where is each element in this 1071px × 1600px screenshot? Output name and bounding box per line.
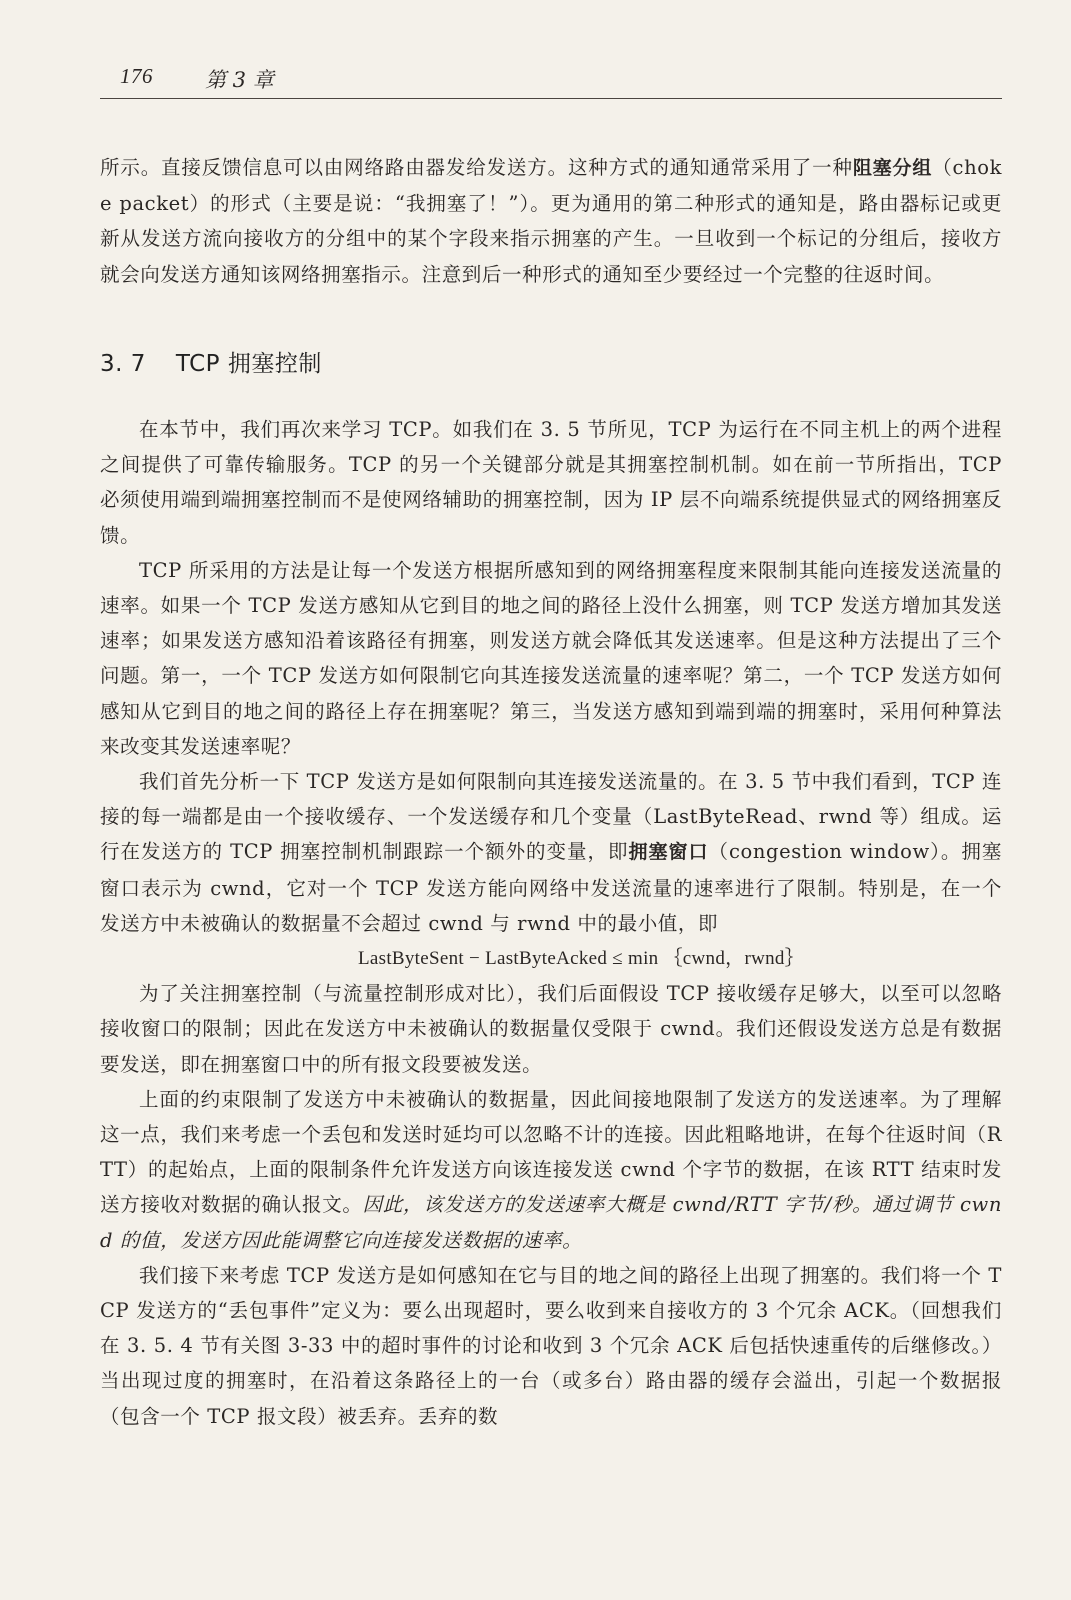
section-number: 3. 7 xyxy=(100,351,146,377)
cwnd-formula: LastByteSent − LastByteAcked ≤ min ｛cwnd，rwnd｝ xyxy=(357,948,804,970)
intro-text-1: 所示。直接反馈信息可以由网络路由器发给发送方。这种方式的通知通常采用了一种 xyxy=(100,156,853,179)
paragraph-5-text-b: 因此，该发送方的发送速率大概是 cwnd/RTT 字节/秒。通过调节 cwnd 的值，发送方因此能调整它向连接发送数据的速率。 xyxy=(100,1193,1002,1252)
section-body xyxy=(100,412,1002,1434)
section-heading xyxy=(100,345,322,378)
paragraph-1: 在本节中，我们再次来学习 TCP。如我们在 3. 5 节所见，TCP 为运行在不同主机上的两个进程之间提供了可靠传输服务。TCP 的另一个关键部分就是其拥塞控制机制。如在前一节所指出，TCP 必须使用端到端拥塞控制而不是使网络辅助的拥塞控制，因为 IP 层不向端系统提供显式的网络拥塞反馈。 xyxy=(100,418,1002,547)
paragraph-3 xyxy=(100,764,1002,941)
paragraph-6: 我们接下来考虑 TCP 发送方是如何感知在它与目的地之间的路径上出现了拥塞的。我们将一个 TCP 发送方的“丢包事件”定义为：要么出现超时，要么收到来自接收方的 3 个冗余 ACK。（回想我们在 3. 5. 4 节有关图 3-33 中的超时事件的讨论和收到 3 个冗余 ACK 后包括快速重传的后继修改。）当出现过度的拥塞时，在沿着这条路径上的一台（或多台）路由器的缓存会溢出，引起一个数据报（包含一个 TCP 报文段）被丢弃。丢弃的数 xyxy=(100,1263,1002,1428)
chapter-label: 第 3 章 xyxy=(205,68,274,92)
paragraph-3-text-c: （congestion window）。拥塞窗口表示为 cwnd，它对一个 TCP 发送方能向网络中发送流量的速率进行了限制。特别是，在一个发送方中未被确认的数据量不会超过 cwnd 与 rwnd 中的最小值，即 xyxy=(100,840,1002,935)
paragraph-5-text-a: 上面的约束限制了发送方中未被确认的数据量，因此间接地限制了发送方的发送速率。为了理解这一点，我们来考虑一个丢包和发送时延均可以忽略不计的连接。因此粗略地讲，在每个往返时间（RTT）的起始点，上面的限制条件允许发送方向该连接发送 cwnd 个字节的数据，在该 RTT 结束时发送方接收对数据的确认报文。 xyxy=(100,1087,1002,1217)
running-header xyxy=(100,62,1002,99)
term-congestion-window: 拥塞窗口 xyxy=(628,841,709,864)
section-title: TCP 拥塞控制 xyxy=(175,351,322,377)
intro-paragraph xyxy=(100,150,1002,292)
page-number: 176 xyxy=(120,64,153,88)
paragraph-4: 为了关注拥塞控制（与流量控制形成对比），我们后面假设 TCP 接收缓存足够大，以至可以忽略接收窗口的限制；因此在发送方中未被确认的数据量仅受限于 cwnd。我们还假设发送方总是有数据要发送，即在拥塞窗口中的所有报文段要被发送。 xyxy=(100,982,1002,1076)
paragraph-2: TCP 所采用的方法是让每一个发送方根据所感知到的网络拥塞程度来限制其能向连接发送流量的速率。如果一个 TCP 发送方感知从它到目的地之间的路径上没什么拥塞，则 TCP 发送方增加其发送速率；如果发送方感知沿着该路径有拥塞，则发送方就会降低其发送速率。但是这种方法提出了三个问题。第一，一个 TCP 发送方如何限制它向其连接发送流量的速率呢？第二，一个 TCP 发送方如何感知从它到目的地之间的路径上存在拥塞呢？第三，当发送方感知到端到端的拥塞时，采用何种算法来改变其发送速率呢？ xyxy=(100,558,1002,758)
intro-text-2: （choke packet）的形式（主要是说：“我拥塞了！”）。更为通用的第二种形式的通知是，路由器标记或更新从发送方流向接收方的分组中的某个字段来指示拥塞的产生。一旦收到一个标记的分组后，接收方就会向发送方通知该网络拥塞指示。注意到后一种形式的通知至少要经过一个完整的往返时间。 xyxy=(100,156,1002,286)
paragraph-3-text-a: 我们首先分析一下 TCP 发送方是如何限制向其连接发送流量的。在 3. 5 节中我们看到，TCP 连接的每一端都是由一个接收缓存、一个发送缓存和几个变量（LastByteRead、rwnd 等）组成。运行在发送方的 TCP 拥塞控制机制跟踪一个额外的变量，即 xyxy=(100,770,1002,864)
term-choke-packet: 阻塞分组 xyxy=(852,157,933,179)
paragraph-5 xyxy=(100,1082,1002,1258)
